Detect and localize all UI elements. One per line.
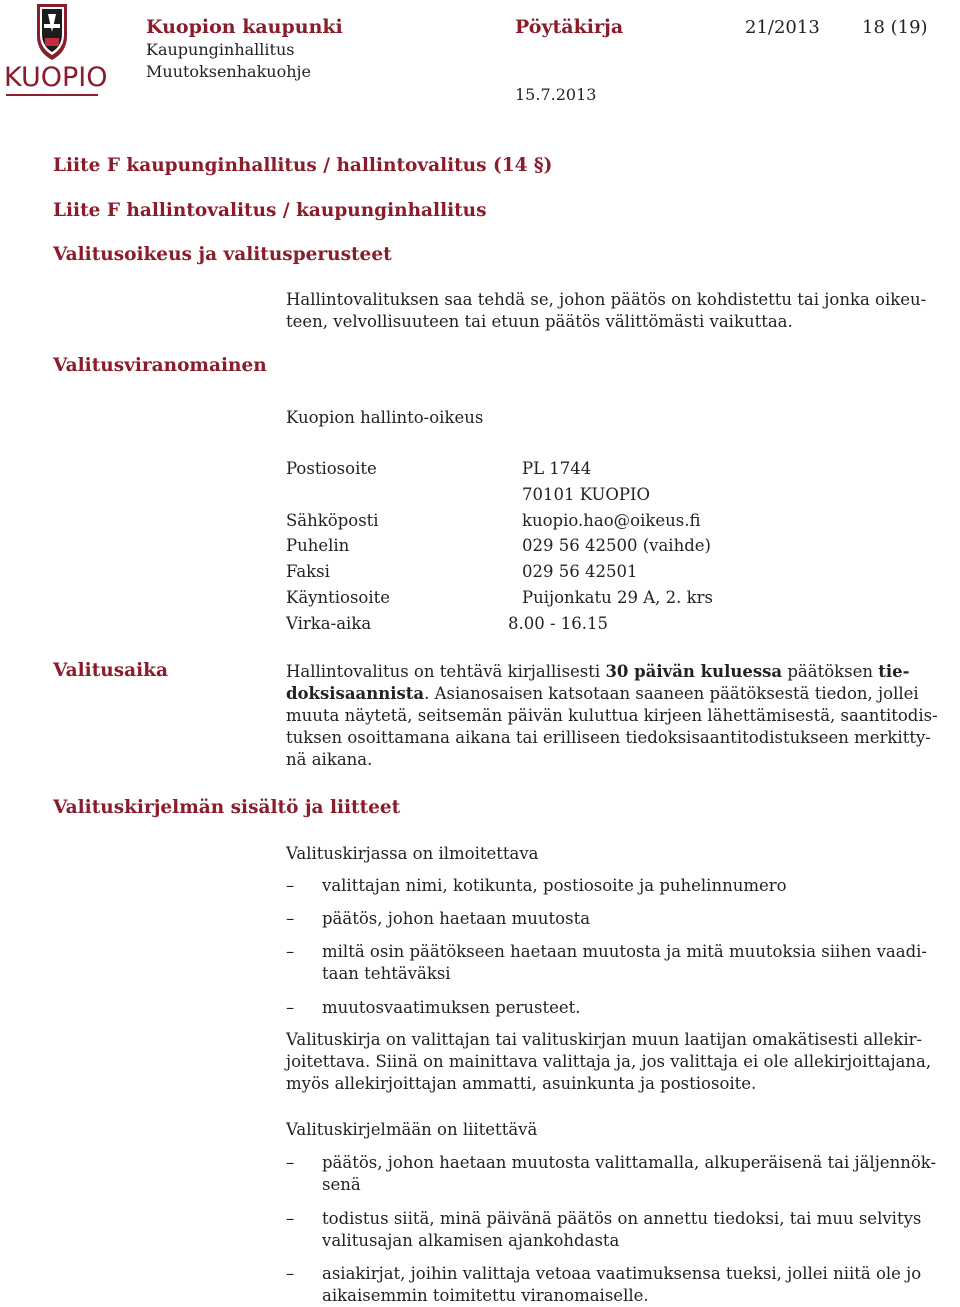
contact-label: Sähköposti [286,511,379,530]
list-item: – miltä osin päätökseen haetaan muutosta ja mitä muutoksia siihen vaadi- taan tehtäväksi [286,942,927,983]
list-item: – valittajan nimi, kotikunta, postiosoite ja puhelinnumero [286,876,787,895]
org-name: Kuopion kaupunki [146,16,343,38]
contact-label: Virka-aika [286,614,372,633]
period-line: muuta näytetä, seitsemän päivän kuluttua kirjeen lähettämisestä, saantitodis- [286,706,938,725]
contents-intro: Valituskirjassa on ilmoitettava [286,844,539,863]
contact-value: 029 56 42501 [522,562,638,581]
title-appeal-right: Valitusoikeus ja valitusperusteet [53,244,392,265]
signature-line: Valituskirja on valittajan tai valituskirjan muun laatijan omakätisesti allekir- [286,1030,923,1049]
logo-underline [6,94,98,96]
contact-label: Puhelin [286,536,350,555]
dash-bullet: – [286,1264,295,1283]
email-link[interactable]: kuopio.hao@oikeus.fi [522,511,701,530]
contact-value: 70101 KUOPIO [522,485,651,504]
signature-line: joitettava. Siinä on mainittava valittaja ja, jos valittaja ei ole allekirjoittajana, [286,1052,932,1071]
contact-value: 8.00 - 16.15 [508,614,609,633]
appeal-right-line: teen, velvollisuuteen tai etuun päätös välittömästi vaikuttaa. [286,312,793,331]
period-text [286,661,958,771]
list-item: – päätös, johon haetaan muutosta [286,909,591,928]
doc-date: 15.7.2013 [515,85,597,104]
page-number: 18 (19) [862,17,928,38]
signature-line: myös allekirjoittajan ammatti, asuinkunta ja postiosoite. [286,1074,757,1093]
attachment-item: – todistus siitä, minä päivänä päätös on annettu tiedoksi, tai muu selvitys valitusajan alkamisen ajankohdasta [286,1209,922,1250]
title-appendix-2: Liite F hallintovalitus / kaupunginhallitus [53,200,487,221]
period-line: Hallintovalitus on tehtävä kirjallisesti 30 päivän kuluessa päätöksen tie- [286,662,910,681]
attachment-item: – päätös, johon haetaan muutosta valittamalla, alkuperäisenä tai jäljennök- senä [286,1153,937,1194]
authority-name: Kuopion hallinto-oikeus [286,408,484,427]
city-logo [4,2,108,98]
title-appendix-1: Liite F kaupunginhallitus / hallintovalitus (14 §) [53,155,553,176]
attachments-intro: Valituskirjelmään on liitettävä [286,1120,538,1139]
contact-value: 029 56 42500 (vaihde) [522,536,711,555]
dash-bullet: – [286,1209,295,1228]
attachment-item: – asiakirjat, joihin valittaja vetoaa vaatimuksensa tueksi, jollei niitä ole jo aikaisemmin toimitettu viranomaiselle. [286,1264,922,1305]
deadline-emphasis: 30 päivän kuluessa [605,662,783,681]
authority-heading: Valitusviranomainen [53,355,267,376]
dash-bullet: – [286,942,295,961]
contact-value: Puijonkatu 29 A, 2. krs [522,588,714,607]
contents-heading: Valituskirjelmän sisältö ja liitteet [53,797,401,818]
dash-bullet: – [286,909,295,928]
doc-section: Muutoksenhakuohje [146,62,311,81]
dash-bullet: – [286,1153,295,1172]
contact-label: Käyntiosoite [286,588,391,607]
contact-label: Postiosoite [286,459,377,478]
doc-number: 21/2013 [745,17,820,38]
period-line: tuksen osoittamana aikana tai erilliseen tiedoksisaantitodistukseen merkitty- [286,728,931,747]
coat-of-arms-icon [4,2,100,64]
org-body: Kaupunginhallitus [146,40,295,59]
list-item: – muutosvaatimuksen perusteet. [286,998,581,1017]
dash-bullet: – [286,876,295,895]
period-heading: Valitusaika [53,660,168,681]
contact-label: Faksi [286,562,330,581]
appeal-right-text [286,289,958,333]
doc-type: Pöytäkirja [515,16,624,38]
appeal-right-line: Hallintovalituksen saa tehdä se, johon päätös on kohdistettu tai jonka oikeu- [286,290,927,309]
contact-value: PL 1744 [522,459,592,478]
dash-bullet: – [286,998,295,1017]
period-line: nä aikana. [286,750,373,769]
signature-text [286,1029,958,1095]
period-line: doksisaannista. Asianosaisen katsotaan saaneen päätöksestä tiedon, jollei [286,684,919,703]
logo-wordmark: KUOPIO [4,62,108,93]
